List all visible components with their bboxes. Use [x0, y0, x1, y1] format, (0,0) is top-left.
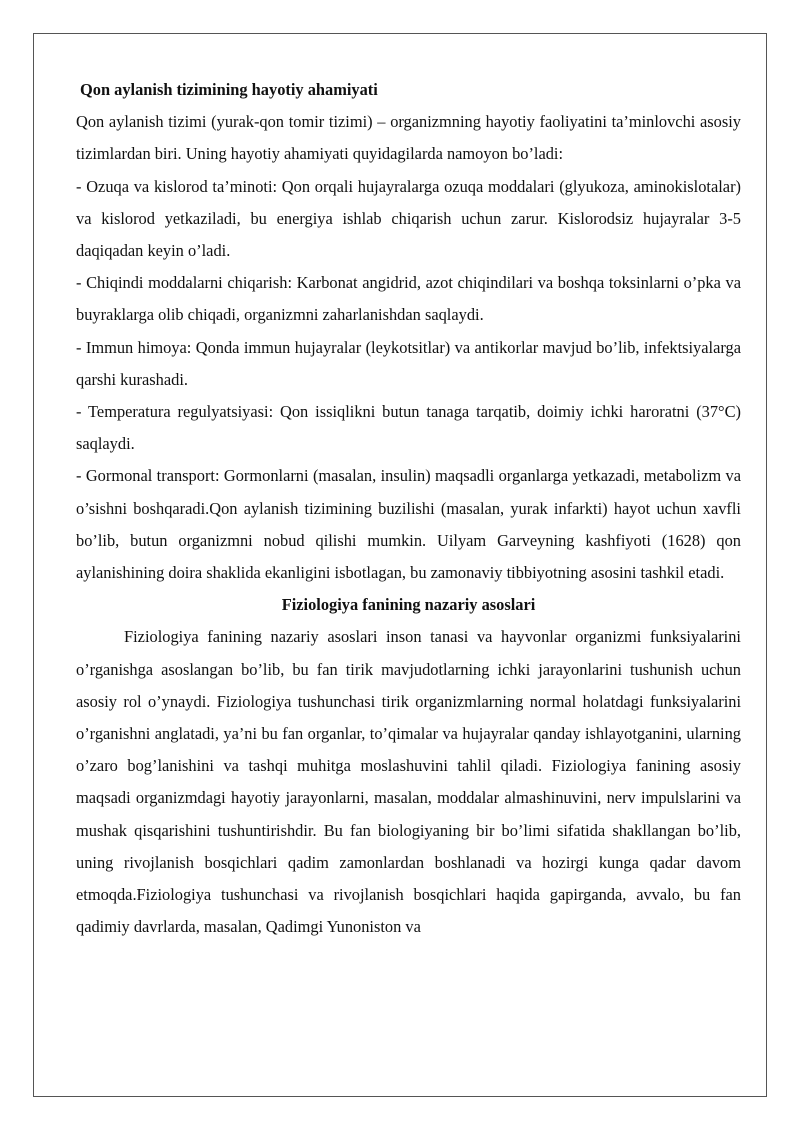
list-item-nutrient-supply: - Ozuqa va kislorod ta’minoti: Qon orqali hujayralarga ozuqa moddalari (glyukoza, aminokislotalar) va kislorod yetkaziladi, bu energiya ishlab chiqarish uchun zarur. Kislorodsiz hujayralar 3-5 daqiqadan keyin o’ladi.	[76, 176, 741, 261]
list-item-temperature-regulation: - Temperatura regulyatsiyasi: Qon issiqlikni butun tanaga tarqatib, doimiy ichki haroratni (37°C) saqlaydi.	[76, 402, 741, 454]
list-item-waste-removal: - Chiqindi moddalarni chiqarish: Karbonat angidrid, azot chiqindilari va boshqa toksinlarni o’pka va buyraklarga olib chiqadi, organizmni zaharlanishdan saqlaydi.	[76, 273, 741, 325]
physiology-paragraph: Fiziologiya fanining nazariy asoslari inson tanasi va hayvonlar organizmi funksiyalarini o’rganishga asoslangan bo’lib, bu fan tirik mavjudotlarning ichki jarayonlarini tushunish uchun asosiy rol o’ynaydi. Fiziologiya tushunchasi tirik organizmlarning normal holatdagi funksiyalarini o’rganishni anglatadi, ya’ni bu fan organlar, to’qimalar va hujayralar qanday ishlayotganini, ularning o’zaro bog’lanishini va tashqi muhitga moslashuvini tahlil qiladi. Fiziologiya fanining asosiy maqsadi organizmdagi hayotiy jarayonlarni, masalan, moddalar almashinuvini, nerv impulslarini va mushak qisqarishini tushuntirishdir. Bu fan biologiyaning bir bo’limi sifatida shakllangan bo’lib, uning rivojlanish bosqichlari qadim zamonlardan boshlanadi va hozirgi kunga qadar davom etmoqda.Fiziologiya tushunchasi va rivojlanish bosqichlari haqida gapirganda, avvalo, bu fan qadimiy davrlarda, masalan, Qadimgi Yunoniston va	[76, 627, 741, 937]
list-item-hormonal-transport: - Gormonal transport: Gormonlarni (masalan, insulin) maqsadli organlarga yetkazadi, metabolizm va o’sishni boshqaradi.Qon aylanish tizimining buzilishi (masalan, yurak infarkti) hayot uchun xavfli bo’lib, butun organizmni nobud qilishi mumkin. Uilyam Garveyning kashfiyoti (1628) qon aylanishining doira shaklida ekanligini isbotlagan, bu zamonaviy tibbiyotning asosini tashkil etadi.	[76, 466, 741, 583]
section-heading-physiology: Fiziologiya fanining nazariy asoslari	[281, 595, 536, 615]
intro-paragraph: Qon aylanish tizimi (yurak-qon tomir tizimi) – organizmning hayotiy faoliyatini ta’minlovchi asosiy tizimlardan biri. Uning hayotiy ahamiyati quyidagilarda namoyon bo’ladi:	[76, 112, 741, 164]
section-heading-circulatory: Qon aylanish tizimining hayotiy ahamiyati	[80, 80, 378, 99]
document-body	[76, 74, 741, 943]
list-item-immune-defense: - Immun himoya: Qonda immun hujayralar (leykotsitlar) va antikorlar mavjud bo’lib, infektsiyalarga qarshi kurashadi.	[76, 337, 741, 389]
